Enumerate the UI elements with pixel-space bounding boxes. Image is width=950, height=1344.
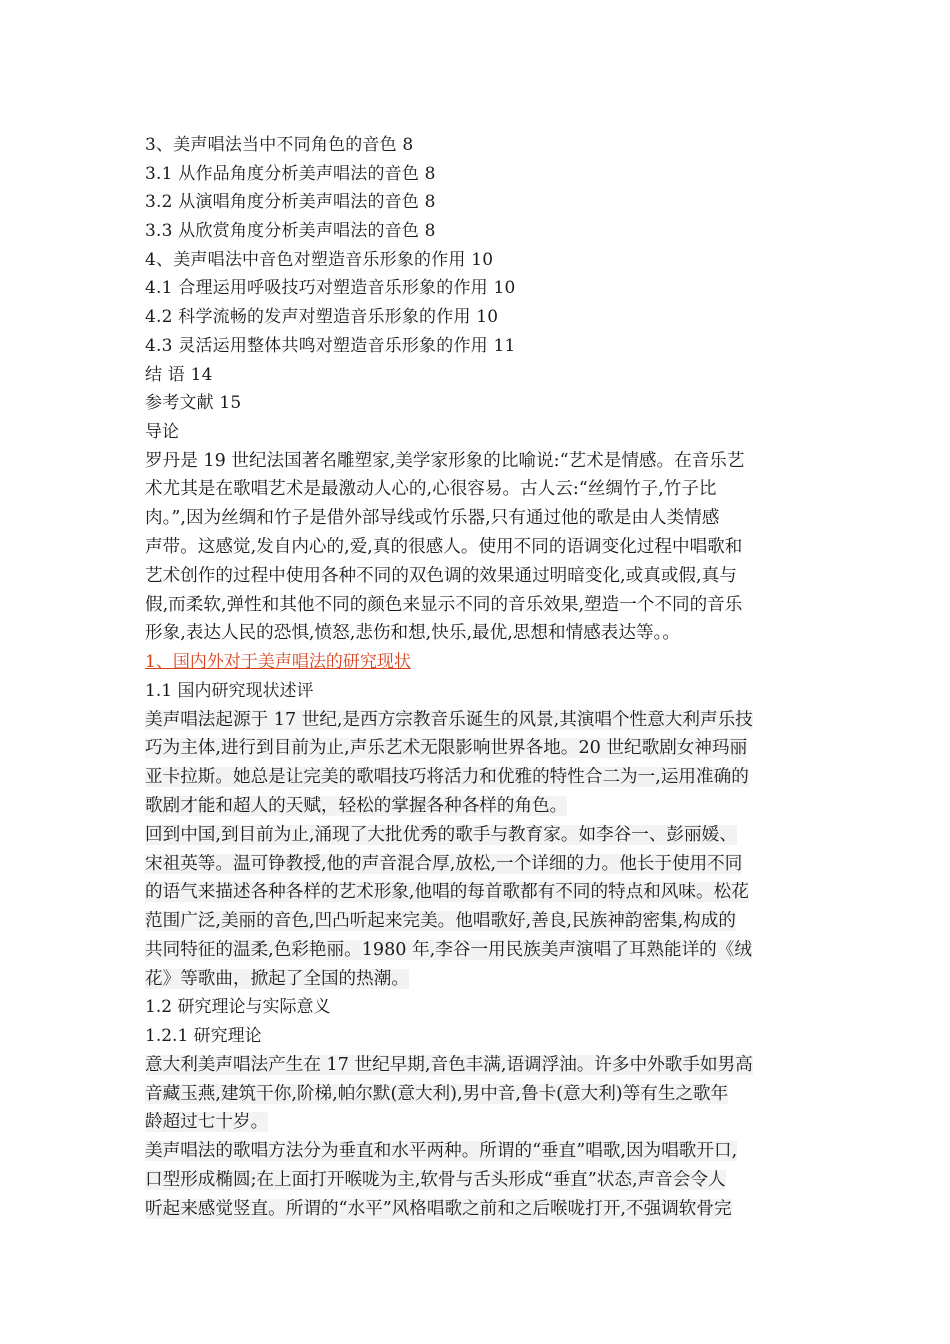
paragraph-line: 艺术创作的过程中使用各种不同的双色调的效果通过明暗变化,或真或假,真与 (145, 565, 737, 586)
paragraph-4 (145, 1137, 825, 1223)
paragraph-line: 形象,表达人民的恐惧,愤怒,悲伤和想,快乐,最优,思想和情感表达等。。 (145, 623, 680, 644)
paragraph-3 (145, 1051, 825, 1137)
section1-heading-link[interactable]: 1、国内外对于美声唱法的研究现状 (145, 652, 411, 673)
paragraph-line: 美声唱法起源于 17 世纪,是西方宗教音乐诞生的风景,其演唱个性意大利声乐技 (145, 709, 753, 730)
toc-line[interactable]: 结 语 14 (145, 364, 213, 385)
toc-line[interactable]: 3.3 从欣赏角度分析美声唱法的音色 8 (145, 221, 436, 242)
paragraph-line: 宋祖英等。温可铮教授,他的声音混合厚,放松,一个详细的力。他长于使用不同 (145, 853, 743, 874)
paragraph-line: 范围广泛,美丽的音色,凹凸听起来完美。他唱歌好,善良,民族神韵密集,构成的 (145, 911, 736, 932)
paragraph-line: 声带。这感觉,发自内心的,爱,真的很感人。使用不同的语调变化过程中唱歌和 (145, 536, 743, 557)
subsubsection-title: 1.2.1 研究理论 (145, 1026, 262, 1047)
table-of-contents (145, 131, 825, 418)
toc-line[interactable]: 4、美声唱法中音色对塑造音乐形象的作用 10 (145, 249, 494, 270)
paragraph-line: 术尤其是在歌唱艺术是最激动人心的,心很容易。古人云:“丝绸竹子,竹子比 (145, 479, 717, 500)
subsection-title: 1.2 研究理论与实际意义 (145, 997, 331, 1018)
toc-line[interactable]: 4.2 科学流畅的发声对塑造音乐形象的作用 10 (145, 307, 499, 328)
toc-line[interactable]: 3.2 从演唱角度分析美声唱法的音色 8 (145, 192, 436, 213)
document-page (145, 131, 825, 1224)
paragraph-line: 肉。”,因为丝绸和竹子是借外部导线或竹乐器,只有通过他的歌是由人类情感 (145, 508, 720, 529)
paragraph-line: 意大利美声唱法产生在 17 世纪早期,音色丰满,语调浮油。许多中外歌手如男高 (145, 1054, 753, 1075)
toc-line[interactable]: 3、美声唱法当中不同角色的音色 8 (145, 135, 414, 155)
toc-line[interactable]: 4.1 合理运用呼吸技巧对塑造音乐形象的作用 10 (145, 278, 516, 299)
toc-line[interactable]: 4.3 灵活运用整体共鸣对塑造音乐形象的作用 11 (145, 335, 516, 356)
paragraph-line: 假,而柔软,弹性和其他不同的颜色来显示不同的音乐效果,塑造一个不同的音乐 (145, 594, 743, 615)
paragraph-line: 花》等歌曲，掀起了全国的热潮。 (145, 968, 409, 989)
paragraph-line: 美声唱法的歌唱方法分为垂直和水平两种。所谓的“垂直”唱歌,因为唱歌开口, (145, 1141, 738, 1162)
paragraph-line: 共同特征的温柔,色彩艳丽。1980 年,李谷一用民族美声演唱了耳熟能详的《绒 (145, 939, 752, 960)
subsection-title: 1.1 国内研究现状述评 (145, 680, 314, 701)
paragraph-1 (145, 706, 825, 821)
paragraph-line: 口型形成椭圆;在上面打开喉咙为主,软骨与舌头形成“垂直”状态,声音会令人 (145, 1170, 726, 1191)
intro-title: 导论 (145, 421, 179, 442)
paragraph-line: 巧为主体,进行到目前为止,声乐艺术无限影响世界各地。20 世纪歌剧女神玛丽 (145, 738, 748, 759)
intro-paragraph (145, 447, 825, 649)
toc-line[interactable]: 参考文献 15 (145, 393, 242, 414)
paragraph-line: 亚卡拉斯。她总是让完美的歌唱技巧将活力和优雅的特性合二为一,运用准确的 (145, 767, 749, 788)
paragraph-line: 回到中国,到目前为止,涌现了大批优秀的歌手与教育家。如李谷一、彭丽媛、 (145, 824, 737, 845)
paragraph-line: 罗丹是 19 世纪法国著名雕塑家,美学家形象的比喻说:“艺术是情感。在音乐艺 (145, 450, 745, 471)
toc-line[interactable]: 3.1 从作品角度分析美声唱法的音色 8 (145, 163, 436, 184)
paragraph-line: 歌剧才能和超人的天赋，轻松的掌握各种各样的角色。 (145, 795, 568, 816)
paragraph-line: 听起来感觉竖直。所谓的“水平”风格唱歌之前和之后喉咙打开,不强调软骨完 (145, 1198, 732, 1219)
paragraph-line: 龄超过七十岁。 (145, 1112, 269, 1133)
paragraph-2 (145, 821, 825, 994)
paragraph-line: 音藏玉燕,建筑干你,阶梯,帕尔默(意大利),男中音,鲁卡(意大利)等有生之歌年 (145, 1083, 729, 1104)
paragraph-line: 的语气来描述各种各样的艺术形象,他唱的每首歌都有不同的特点和风味。松花 (145, 882, 749, 903)
